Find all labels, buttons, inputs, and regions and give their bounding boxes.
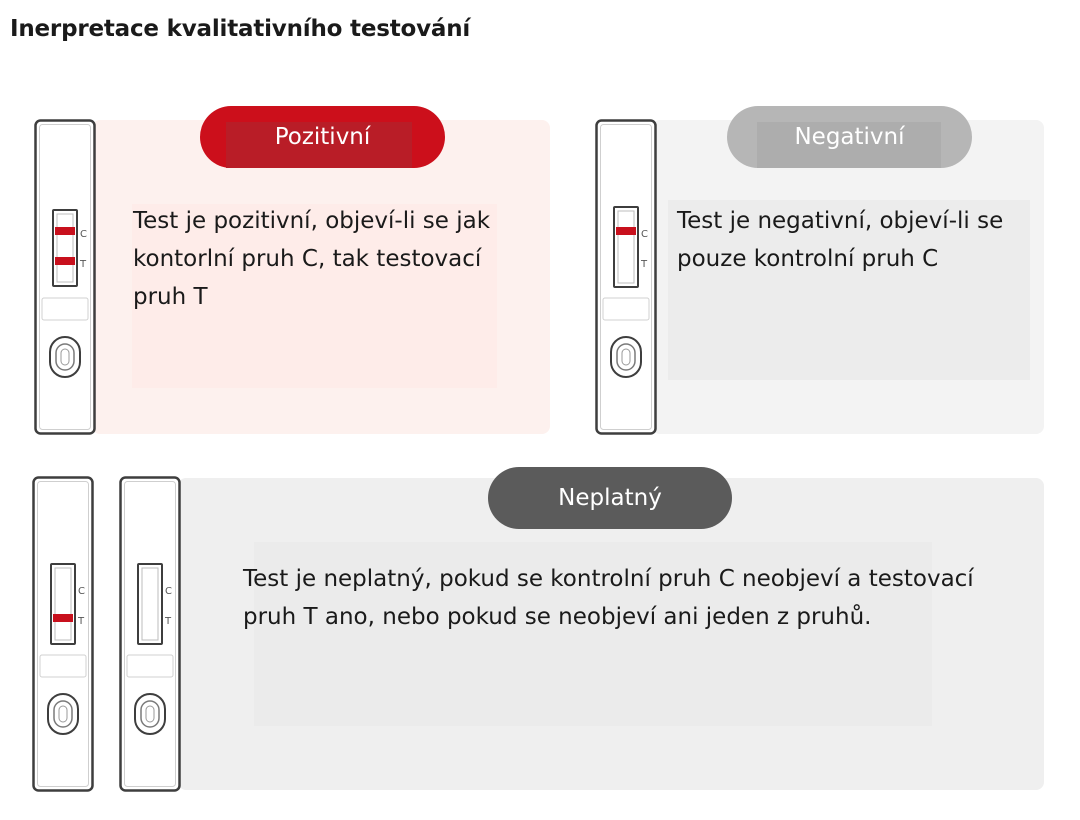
test-line	[55, 257, 75, 265]
page-title: Inerpretace kvalitativního testování	[10, 16, 471, 42]
t-marker: T	[80, 259, 87, 270]
negative-badge	[727, 106, 972, 168]
c-marker: C	[80, 229, 87, 240]
test-line	[53, 614, 73, 622]
c-marker: C	[165, 586, 172, 597]
positive-label: Pozitivní	[274, 124, 371, 150]
test-cassette-positive	[34, 119, 98, 437]
test-cassette-negative	[595, 119, 659, 437]
test-cassette-invalid-2	[119, 476, 183, 794]
positive-badge	[200, 106, 445, 168]
t-marker: T	[78, 616, 85, 627]
negative-label: Negativní	[794, 124, 905, 150]
invalid-badge	[488, 467, 732, 529]
negative-description: Test je negativní, objeví-li se pouze kontrolní pruh C	[677, 208, 1004, 272]
t-marker: T	[165, 616, 172, 627]
positive-description: Test je pozitivní, objeví-li se jak kontorlní pruh C, tak testovací pruh T	[133, 208, 491, 310]
t-marker: T	[641, 259, 648, 270]
c-marker: C	[641, 229, 648, 240]
control-line	[55, 227, 75, 235]
test-cassette-invalid-1	[32, 476, 96, 794]
invalid-label: Neplatný	[558, 485, 662, 511]
invalid-description: Test je neplatný, pokud se kontrolní pruh C neobjeví a testovací pruh T ano, nebo pokud se neobjeví ani jeden z pruhů.	[243, 566, 974, 630]
c-marker: C	[78, 586, 85, 597]
control-line	[616, 227, 636, 235]
